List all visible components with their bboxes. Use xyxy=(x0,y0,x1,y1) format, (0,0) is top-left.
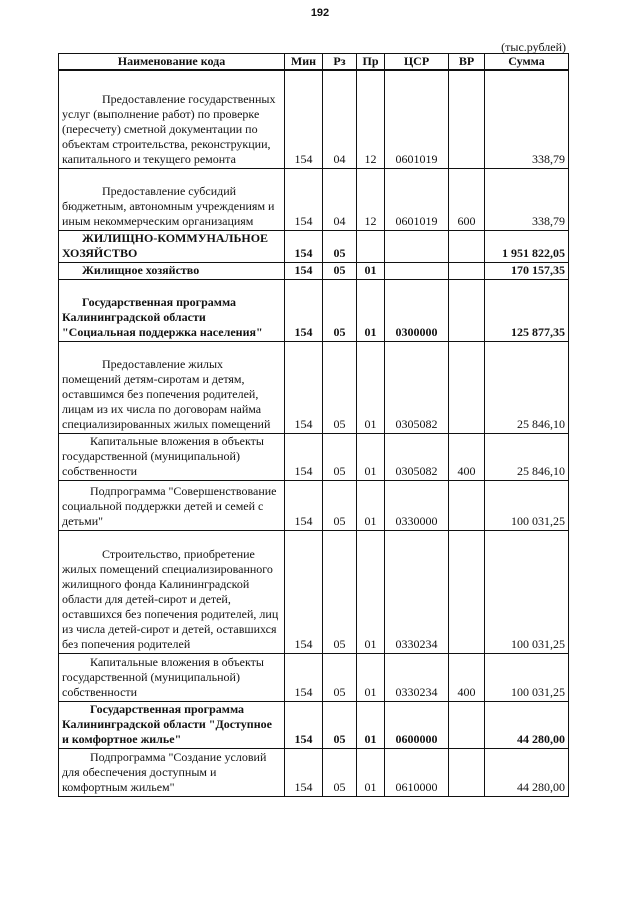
row-pr: 12 xyxy=(357,70,385,168)
header-name: Наименование кода xyxy=(59,54,285,71)
row-sum: 25 846,10 xyxy=(485,433,569,480)
row-rz: 05 xyxy=(323,433,357,480)
header-pr: Пр xyxy=(357,54,385,71)
row-csr: 0330234 xyxy=(385,653,449,701)
row-csr: 0601019 xyxy=(385,168,449,230)
row-sum: 44 280,00 xyxy=(485,701,569,748)
table-row xyxy=(59,341,569,433)
row-sum: 100 031,25 xyxy=(485,653,569,701)
row-rz: 05 xyxy=(323,653,357,701)
row-sum: 1 951 822,05 xyxy=(485,230,569,262)
units-label: (тыс.рублей) xyxy=(501,40,566,54)
row-sum: 338,79 xyxy=(485,168,569,230)
row-name: Строительство, приобретение жилых помещений специализированного жилищного фонда Калининградской области для детей-сирот и детей, оставшихся без попечения родителей, лиц из числа детей-сирот и детей, оставшихся без попечения родителей xyxy=(59,530,285,653)
row-pr: 01 xyxy=(357,701,385,748)
row-name: ЖИЛИЩНО-КОММУНАЛЬНОЕ ХОЗЯЙСТВО xyxy=(59,230,285,262)
row-sum: 338,79 xyxy=(485,70,569,168)
row-vr: 600 xyxy=(449,168,485,230)
row-csr: 0305082 xyxy=(385,433,449,480)
row-csr xyxy=(385,230,449,262)
row-sum: 170 157,35 xyxy=(485,262,569,279)
row-min: 154 xyxy=(285,701,323,748)
row-min: 154 xyxy=(285,230,323,262)
row-csr: 0610000 xyxy=(385,748,449,796)
row-name: Предоставление субсидий бюджетным, автономным учреждениям и иным некоммерческим организациям xyxy=(59,168,285,230)
row-name: Государственная программа Калининградской области "Доступное и комфортное жилье" xyxy=(59,701,285,748)
row-pr: 01 xyxy=(357,279,385,341)
row-sum: 100 031,25 xyxy=(485,530,569,653)
row-name: Капитальные вложения в объекты государственной (муниципальной) собственности xyxy=(59,433,285,480)
row-vr xyxy=(449,748,485,796)
row-min: 154 xyxy=(285,262,323,279)
row-csr xyxy=(385,262,449,279)
row-pr: 01 xyxy=(357,341,385,433)
row-vr xyxy=(449,530,485,653)
row-vr xyxy=(449,701,485,748)
row-rz: 05 xyxy=(323,480,357,530)
row-min: 154 xyxy=(285,70,323,168)
row-sum: 25 846,10 xyxy=(485,341,569,433)
row-min: 154 xyxy=(285,279,323,341)
row-rz: 05 xyxy=(323,230,357,262)
row-vr: 400 xyxy=(449,433,485,480)
row-name: Предоставление государственных услуг (выполнение работ) по проверке (пересчету) сметной документации по объектам строительства, реконструкции, капитального и текущего ремонта xyxy=(59,70,285,168)
row-vr xyxy=(449,341,485,433)
row-pr xyxy=(357,230,385,262)
row-min: 154 xyxy=(285,341,323,433)
header-rz: Рз xyxy=(323,54,357,71)
table-row xyxy=(59,230,569,262)
row-pr: 01 xyxy=(357,433,385,480)
row-rz: 05 xyxy=(323,341,357,433)
budget-table xyxy=(58,53,569,797)
row-rz: 05 xyxy=(323,701,357,748)
row-pr: 01 xyxy=(357,480,385,530)
row-rz: 05 xyxy=(323,262,357,279)
row-pr: 01 xyxy=(357,530,385,653)
row-vr xyxy=(449,262,485,279)
table-header-row xyxy=(59,54,569,71)
row-min: 154 xyxy=(285,480,323,530)
row-pr: 12 xyxy=(357,168,385,230)
row-pr: 01 xyxy=(357,653,385,701)
row-rz: 04 xyxy=(323,70,357,168)
row-pr: 01 xyxy=(357,262,385,279)
table-row xyxy=(59,530,569,653)
row-name: Капитальные вложения в объекты государственной (муниципальной) собственности xyxy=(59,653,285,701)
row-sum: 125 877,35 xyxy=(485,279,569,341)
row-min: 154 xyxy=(285,168,323,230)
table-row xyxy=(59,653,569,701)
table-row xyxy=(59,433,569,480)
table-row xyxy=(59,262,569,279)
row-min: 154 xyxy=(285,433,323,480)
header-vr: ВР xyxy=(449,54,485,71)
row-sum: 44 280,00 xyxy=(485,748,569,796)
row-rz: 05 xyxy=(323,279,357,341)
row-vr xyxy=(449,70,485,168)
row-csr: 0330000 xyxy=(385,480,449,530)
table-row xyxy=(59,748,569,796)
row-sum: 100 031,25 xyxy=(485,480,569,530)
table-row xyxy=(59,480,569,530)
row-csr: 0600000 xyxy=(385,701,449,748)
header-min: Мин xyxy=(285,54,323,71)
row-pr: 01 xyxy=(357,748,385,796)
row-min: 154 xyxy=(285,530,323,653)
row-rz: 05 xyxy=(323,748,357,796)
row-name: Государственная программа Калининградской области "Социальная поддержка населения" xyxy=(59,279,285,341)
row-csr: 0330234 xyxy=(385,530,449,653)
row-name: Предоставление жилых помещений детям-сиротам и детям, оставшимся без попечения родителей, лицам из их числа по договорам найма специализированных жилых помещений xyxy=(59,341,285,433)
row-csr: 0305082 xyxy=(385,341,449,433)
table-row xyxy=(59,279,569,341)
row-vr xyxy=(449,279,485,341)
row-name: Подпрограмма "Совершенствование социальной поддержки детей и семей с детьми" xyxy=(59,480,285,530)
row-vr: 400 xyxy=(449,653,485,701)
row-name: Подпрограмма "Создание условий для обеспечения доступным и комфортным жильем" xyxy=(59,748,285,796)
row-vr xyxy=(449,230,485,262)
row-rz: 04 xyxy=(323,168,357,230)
row-csr: 0601019 xyxy=(385,70,449,168)
header-csr: ЦСР xyxy=(385,54,449,71)
table-row xyxy=(59,168,569,230)
table-row xyxy=(59,701,569,748)
row-vr xyxy=(449,480,485,530)
row-min: 154 xyxy=(285,653,323,701)
row-name: Жилищное хозяйство xyxy=(59,262,285,279)
row-min: 154 xyxy=(285,748,323,796)
page-number: 192 xyxy=(310,7,330,19)
table-row xyxy=(59,70,569,168)
header-sum: Сумма xyxy=(485,54,569,71)
row-csr: 0300000 xyxy=(385,279,449,341)
row-rz: 05 xyxy=(323,530,357,653)
